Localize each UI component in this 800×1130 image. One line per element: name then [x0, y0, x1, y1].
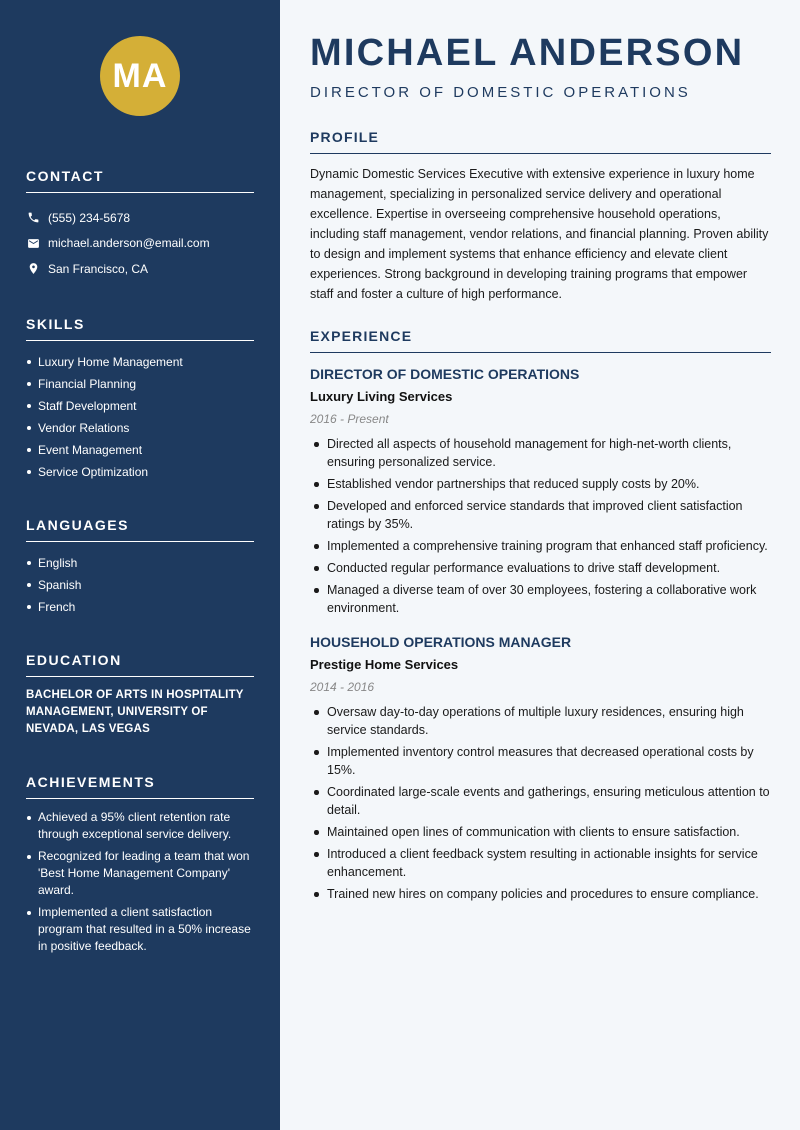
- job-title: HOUSEHOLD OPERATIONS MANAGER: [310, 634, 572, 650]
- language-item: Spanish: [26, 574, 254, 596]
- experience-section: [310, 328, 771, 903]
- education-heading: EDUCATION: [26, 652, 254, 677]
- contact-email: [26, 231, 254, 257]
- email-icon: [26, 236, 40, 250]
- profile-heading: PROFILE: [310, 129, 771, 154]
- job-dates: 2014 - 2016: [310, 680, 375, 694]
- job-entry: [310, 633, 771, 903]
- job-bullet: Implemented a comprehensive training program that enhanced staff proficiency.: [310, 537, 771, 555]
- contact-phone: [26, 205, 254, 231]
- company-name: Prestige Home Services: [310, 657, 459, 672]
- contact-section: [26, 168, 254, 282]
- person-name: MICHAEL ANDERSON: [310, 32, 745, 74]
- education-degree: BACHELOR OF ARTS IN HOSPITALITY MANAGEMENT, UNIVERSITY OF NEVADA, LAS VEGAS: [26, 688, 244, 735]
- avatar: [100, 36, 180, 116]
- skill-item: Financial Planning: [26, 373, 254, 395]
- achievements-section: [26, 774, 254, 955]
- job-bullet: Directed all aspects of household management for high-net-worth clients, ensuring personalized service.: [310, 435, 771, 471]
- job-entry: [310, 365, 771, 617]
- main-content: [280, 0, 800, 1130]
- email-text: michael.anderson@email.com: [48, 236, 210, 251]
- phone-text: (555) 234-5678: [48, 210, 131, 225]
- location-pin-icon: [26, 262, 40, 276]
- avatar-initials: MA: [112, 56, 168, 95]
- contact-list: [26, 205, 254, 282]
- skill-item: Luxury Home Management: [26, 351, 254, 373]
- contact-location: [26, 256, 254, 282]
- job-bullets: [310, 703, 771, 903]
- location-text: San Francisco, CA: [48, 261, 149, 276]
- job-bullet: Coordinated large-scale events and gatherings, ensuring meticulous attention to detail.: [310, 783, 771, 819]
- job-bullet: Established vendor partnerships that reduced supply costs by 20%.: [310, 475, 771, 493]
- skill-item: Vendor Relations: [26, 417, 254, 439]
- phone-icon: [26, 211, 40, 225]
- job-title-header: DIRECTOR OF DOMESTIC OPERATIONS: [310, 84, 691, 101]
- sidebar: [0, 0, 280, 1130]
- languages-list: [26, 552, 254, 618]
- job-bullet: Managed a diverse team of over 30 employees, fostering a collaborative work environment.: [310, 581, 771, 617]
- job-bullet: Oversaw day-to-day operations of multiple luxury residences, ensuring high service standards.: [310, 703, 771, 739]
- job-bullet: Maintained open lines of communication with clients to ensure satisfaction.: [310, 823, 771, 841]
- skill-item: Event Management: [26, 439, 254, 461]
- achievement-item: Recognized for leading a team that won 'Best Home Management Company' award.: [26, 848, 254, 899]
- experience-heading: EXPERIENCE: [310, 328, 771, 353]
- profile-section: [310, 129, 771, 304]
- contact-heading: CONTACT: [26, 168, 254, 193]
- skill-item: Staff Development: [26, 395, 254, 417]
- company-name: Luxury Living Services: [310, 389, 453, 404]
- language-item: English: [26, 552, 254, 574]
- job-dates: 2016 - Present: [310, 412, 389, 426]
- profile-text: Dynamic Domestic Services Executive with extensive experience in luxury home management, specializing in personalized service delivery and operational excellence. Expertise in overseeing comprehensive household operations, including staff management, vendor relations, and financial planning. Proven ability to design and implement systems that enhance efficiency and elevate client experiences. Strong background in developing training programs that empower staff and foster a culture of high performance.: [310, 167, 769, 301]
- job-bullet: Conducted regular performance evaluations to drive staff development.: [310, 559, 771, 577]
- languages-section: [26, 517, 254, 618]
- achievement-item: Achieved a 95% client retention rate through exceptional service delivery.: [26, 809, 254, 843]
- achievements-heading: ACHIEVEMENTS: [26, 774, 254, 799]
- achievements-list: [26, 809, 254, 955]
- languages-heading: LANGUAGES: [26, 517, 254, 542]
- job-bullet: Trained new hires on company policies and procedures to ensure compliance.: [310, 885, 771, 903]
- job-bullet: Introduced a client feedback system resulting in actionable insights for service enhancement.: [310, 845, 771, 881]
- achievement-item: Implemented a client satisfaction program that resulted in a 50% increase in positive feedback.: [26, 904, 254, 955]
- skills-heading: SKILLS: [26, 316, 254, 341]
- job-bullet: Developed and enforced service standards that improved client satisfaction ratings by 35%.: [310, 497, 771, 533]
- language-item: French: [26, 596, 254, 618]
- skill-item: Service Optimization: [26, 461, 254, 483]
- job-bullet: Implemented inventory control measures that decreased operational costs by 15%.: [310, 743, 771, 779]
- job-bullets: [310, 435, 771, 617]
- job-title: DIRECTOR OF DOMESTIC OPERATIONS: [310, 366, 580, 382]
- skills-section: [26, 316, 254, 483]
- skills-list: [26, 351, 254, 483]
- education-section: [26, 652, 254, 738]
